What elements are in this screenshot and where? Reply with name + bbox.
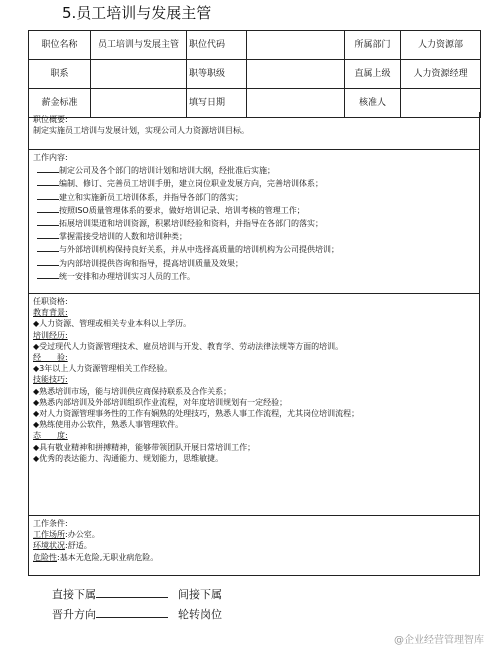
education-item: ◆人力资源、管理或相关专业本科以上学历。 bbox=[33, 319, 192, 329]
page-title: 5.员工培训与发展主管 bbox=[62, 4, 212, 22]
duty-item: 掌握需接受培训的人数和培训种类； bbox=[33, 229, 475, 242]
info-row-2 bbox=[29, 60, 481, 89]
qualifications-section bbox=[28, 294, 480, 516]
condition-environment: 环境状况:舒适。 bbox=[33, 541, 92, 551]
label-fill-date: 填写日期 bbox=[187, 89, 247, 118]
duty-item: 制定公司及各个部门的培训计划和培训大纲，经批准后实施； bbox=[33, 163, 475, 176]
condition-place: 工作场所:办公室。 bbox=[33, 530, 100, 540]
footer-subordinates bbox=[52, 586, 222, 602]
direct-subordinate-blank bbox=[96, 587, 168, 598]
duty-item: 编制、修订、完善员工培训手册，建立岗位职业发展方向，完善培训体系； bbox=[33, 176, 475, 189]
indirect-subordinate-label: 间接下属 bbox=[178, 588, 222, 601]
experience-item: ◆3年以上人力资源管理相关工作经验。 bbox=[33, 364, 173, 374]
duty-item: 建立和实施新员工培训体系，并指导各部门的落实； bbox=[33, 190, 475, 203]
footer-career bbox=[52, 606, 222, 622]
duty-item: 按照ISO质量管理体系的要求，做好培训记录、培训考核的管理工作； bbox=[33, 203, 475, 216]
label-approver: 核准人 bbox=[345, 89, 401, 118]
training-item: ◆受过现代人力资源管理技术、雇员培训与开发、教育学、劳动法律法规等方面的培训。 bbox=[33, 341, 344, 351]
skills-item: ◆熟练使用办公软件，熟悉人事管理软件。 bbox=[33, 420, 184, 430]
job-info-table bbox=[28, 30, 481, 118]
label-department: 所属部门 bbox=[345, 31, 401, 60]
conditions-heading: 工作条件: bbox=[33, 519, 68, 528]
skills-item: ◆对人力资源管理事务性的工作有娴熟的处理技巧，熟悉人事工作流程，尤其岗位培训流程； bbox=[33, 409, 360, 419]
skills-item: ◆熟悉培训市场，能与培训供应商保持联系及合作关系； bbox=[33, 386, 232, 396]
label-job-family: 职系 bbox=[29, 60, 91, 89]
label-job-grade: 职等职级 bbox=[187, 60, 247, 89]
education-label: 教育背景: bbox=[33, 308, 68, 318]
label-direct-supervisor: 直属上级 bbox=[345, 60, 401, 89]
value-direct-supervisor: 人力资源经理 bbox=[401, 60, 481, 89]
info-row-1 bbox=[29, 31, 481, 60]
overview-section bbox=[28, 112, 480, 150]
value-job-grade bbox=[247, 60, 345, 89]
attitude-label: 态 度: bbox=[33, 431, 68, 441]
duty-item: 拓展培训渠道和培训资源，积累培训经验和资料，并指导在各部门的落实； bbox=[33, 216, 475, 229]
conditions-section bbox=[28, 516, 480, 576]
duty-item: 统一安排和办理培训实习人员的工作。 bbox=[33, 269, 475, 282]
overview-text: 制定实施员工培训与发展计划，实现公司人力资源培训目标。 bbox=[33, 126, 249, 136]
attitude-item: ◆具有敬业精神和拼搏精神，能够带领团队开展日常培训工作； bbox=[33, 442, 256, 452]
duty-item: 与外部培训机构保持良好关系，并从中选择高质量的培训机构为公司提供培训； bbox=[33, 242, 475, 255]
promotion-label: 晋升方向 bbox=[52, 608, 96, 621]
training-label: 培训经历: bbox=[33, 330, 68, 340]
attitude-item: ◆优秀的表达能力、沟通能力、规划能力，思维敏捷。 bbox=[33, 453, 224, 463]
promotion-blank bbox=[96, 607, 168, 618]
skills-item: ◆熟悉内部培训及外部培训组织作业流程，对年度培训规划有一定经验； bbox=[33, 397, 288, 407]
qualifications-heading: 任职资格: bbox=[33, 297, 68, 306]
duties-heading: 工作内容: bbox=[33, 153, 68, 162]
condition-risk: 危险性:基本无危险,无职业病危险。 bbox=[33, 552, 159, 562]
label-position-code: 职位代码 bbox=[187, 31, 247, 60]
duty-item: 为内部培训提供咨询和指导，提高培训质量及效果； bbox=[33, 256, 475, 269]
direct-subordinate-label: 直接下属 bbox=[52, 588, 96, 601]
value-position-code bbox=[247, 31, 345, 60]
value-department: 人力资源部 bbox=[401, 31, 481, 60]
overview-heading: 职位概要: bbox=[33, 115, 68, 124]
watermark: @企业经营管理智库 bbox=[394, 635, 484, 646]
rotation-label: 轮转岗位 bbox=[178, 608, 222, 621]
duties-section bbox=[28, 150, 480, 294]
label-position-name: 职位名称 bbox=[29, 31, 91, 60]
skills-label: 技能技巧: bbox=[33, 375, 68, 385]
label-salary: 薪金标准 bbox=[29, 89, 91, 118]
value-job-family bbox=[91, 60, 187, 89]
experience-label: 经 验: bbox=[33, 353, 68, 363]
value-position-name: 员工培训与发展主管 bbox=[91, 31, 187, 60]
